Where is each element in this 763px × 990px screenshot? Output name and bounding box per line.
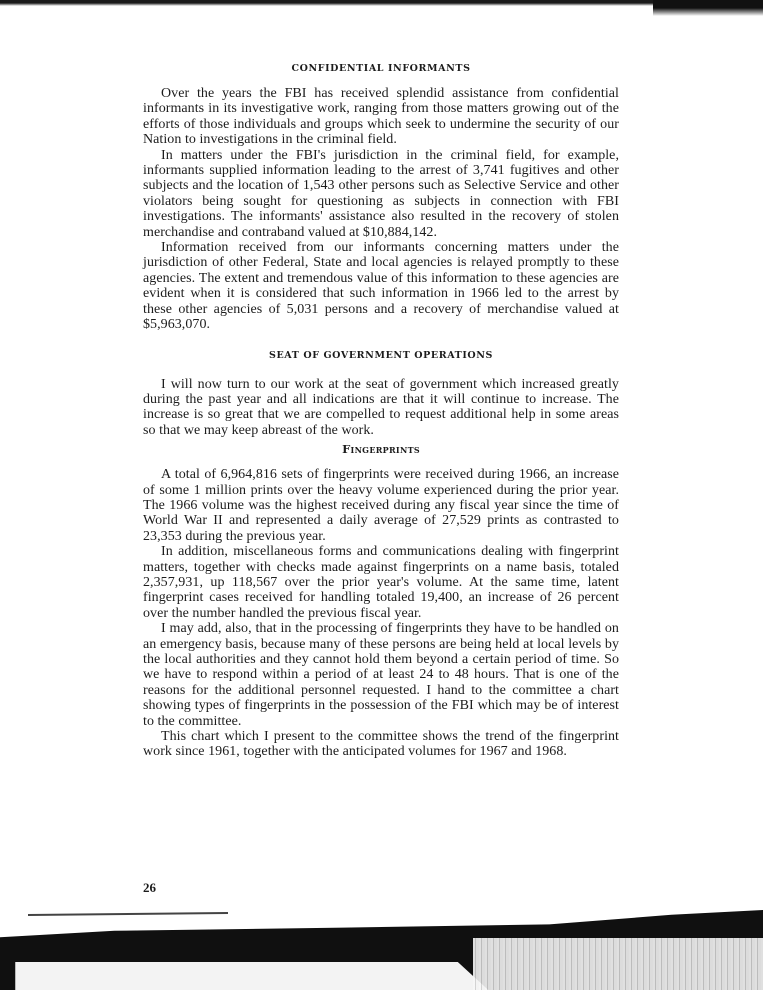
paragraph: This chart which I present to the committee shows the trend of the fingerprint work since 1961, together with the anticipated volumes for 1967 and 1968.	[143, 729, 619, 760]
section-seat-of-government-body	[143, 377, 619, 439]
document-page	[143, 60, 619, 760]
scan-artifact-line	[28, 912, 228, 916]
paragraph: In matters under the FBI's jurisdiction in the criminal field, for example, informants supplied information leading to the arrest of 3,741 fugitives and other subjects and the location of 1,543 other persons such as Selective Service and other violators being sought for questioning as subjects in connection with FBI investigations. The informants' assistance also resulted in the recovery of stolen merchandise and contraband valued at $10,884,142.	[143, 147, 619, 240]
subheading-fingerprints: Fingerprints	[342, 442, 420, 457]
paragraph: Information received from our informants concerning matters under the jurisdiction of other Federal, State and local agencies is relayed promptly to these agencies. The extent and tremendous value of this information to these agencies are evident when it is considered that such information in 1966 led to the arrest by these other agencies of 5,031 persons and a recovery of merchandise valued at $5,963,070.	[143, 240, 619, 333]
paragraph: A total of 6,964,816 sets of fingerprints were received during 1966, an increase of some 1 million prints over the heavy volume experienced during the prior year. The 1966 volume was the highest received during any fiscal year since the time of World War II and represented a daily average of 27,529 prints as contrasted to 23,353 during the previous year.	[143, 467, 619, 544]
paragraph: In addition, miscellaneous forms and communications dealing with fingerprint matters, together with checks made against fingerprints on a name basis, totaled 2,357,931, up 118,567 over the prior year's volume. At the same time, latent fingerprint cases received for handling totaled 19,400, an increase of 26 percent over the number handled the previous fiscal year.	[143, 544, 619, 621]
scan-edge-top	[0, 0, 763, 16]
paragraph: I will now turn to our work at the seat of government which increased greatly during the past year and all indications are that it will continue to increase. The increase is so great that we are compelled to request additional help in some areas so that we may keep abreast of the work.	[143, 376, 619, 438]
section-fingerprints-body	[143, 467, 619, 760]
paragraph: Over the years the FBI has received splendid assistance from confidential informants in its investigative work, ranging from those matters growing out of the efforts of those individuals and groups which seek to undermine the security of our Nation to investigations in the criminal field.	[143, 86, 619, 148]
section-heading-seat-of-government: SEAT OF GOVERNMENT OPERATIONS	[268, 349, 494, 361]
page-number: 26	[143, 880, 156, 895]
paragraph: I may add, also, that in the processing of fingerprints they have to be handled on an emergency basis, because many of these persons are being held at local levels by the local authorities and they cannot hold them beyond a certain period of time. So we have to respond within a period of at least 24 to 48 hours. That is one of the reasons for the additional personnel requested. I hand to the committee a chart showing types of fingerprints in the possession of the FBI which may be of interest to the committee.	[143, 621, 619, 729]
scan-edge-top-right	[653, 0, 763, 18]
section-informants-body	[143, 86, 619, 333]
scan-noise	[473, 938, 763, 990]
section-heading-informants: CONFIDENTIAL INFORMANTS	[291, 63, 471, 74]
